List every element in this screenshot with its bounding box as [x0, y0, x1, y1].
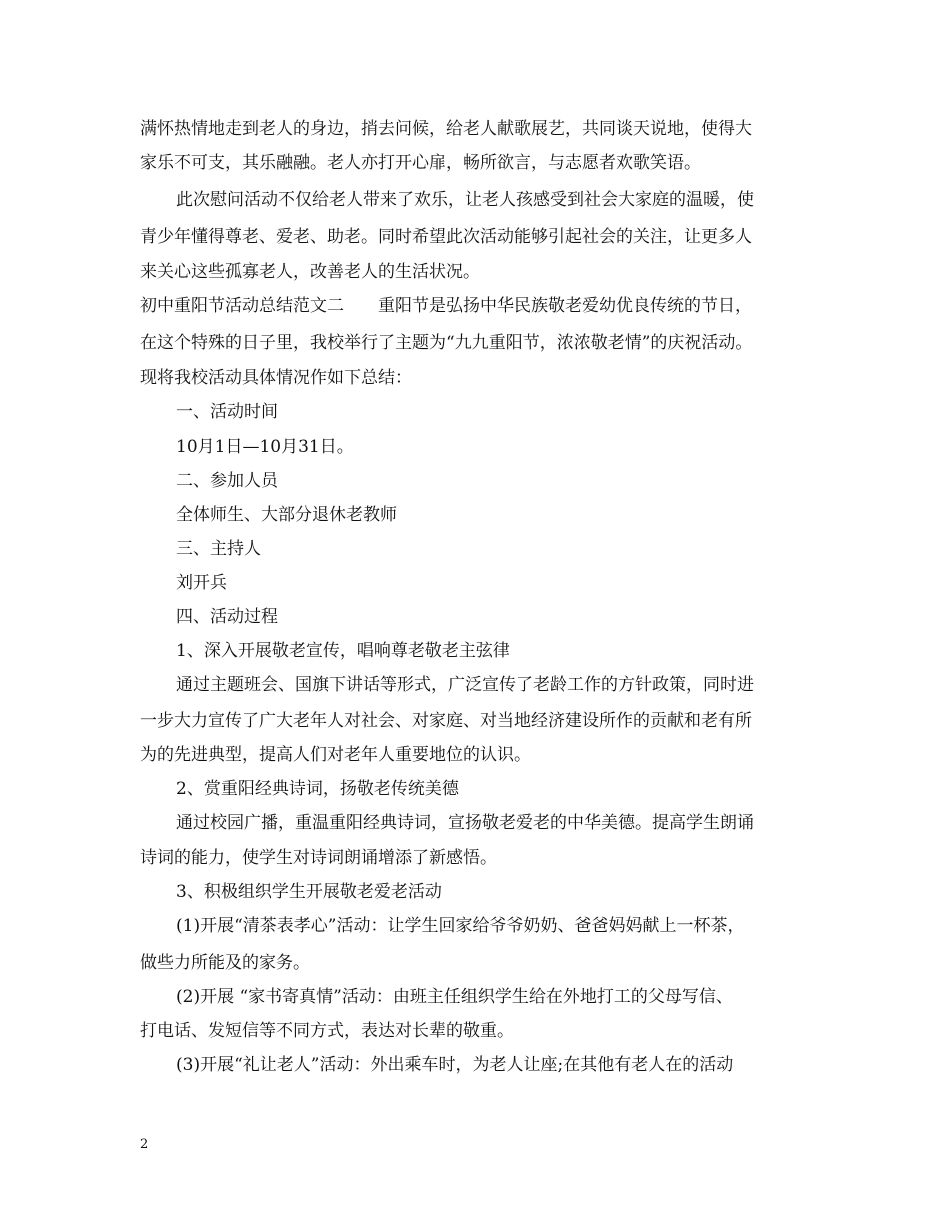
text-line: (1)开展“清茶表孝心”活动：让学生回家给爷爷奶奶、爸爸妈妈献上一杯茶，: [176, 916, 745, 936]
text-line: 现将我校活动具体情况作如下总结：: [140, 368, 412, 388]
text-line: 在这个特殊的日子里，我校举行了主题为“九九重阳节，浓浓敬老情”的庆祝活动。: [140, 333, 753, 353]
subheading: 3、积极组织学生开展敬老爱老活动: [176, 882, 442, 902]
text-line: (2)开展 “家书寄真情”活动：由班主任组织学生给在外地打工的父母写信、: [176, 987, 733, 1007]
text-line: 通过校园广播，重温重阳经典诗词，宣扬敬老爱老的中华美德。提高学生朗诵: [176, 813, 754, 833]
text-line: 刘开兵: [176, 573, 227, 593]
section-heading: 初中重阳节活动总结范文二 重阳节是弘扬中华民族敬老爱幼优良传统的节日，: [140, 296, 752, 316]
text-line: 10月1日—10月31日。: [176, 437, 354, 457]
subheading: 四、活动过程: [176, 607, 278, 627]
text-line: 此次慰问活动不仅给老人带来了欢乐，让老人孩感受到社会大家庭的温暖，使: [176, 190, 754, 210]
subheading: 二、参加人员: [176, 471, 278, 491]
text-line: 一步大力宣传了广大老年人对社会、对家庭、对当地经济建设所作的贡献和老有所: [140, 711, 752, 731]
text-line: 为的先进典型，提高人们对老年人重要地位的认识。: [140, 745, 531, 765]
text-line: 来关心这些孤寡老人，改善老人的生活状况。: [140, 262, 480, 282]
text-line: 全体师生、大部分退休老教师: [176, 505, 397, 525]
text-line: 通过主题班会、国旗下讲话等形式，广泛宣传了老龄工作的方针政策，同时进: [176, 675, 754, 695]
subheading: 一、活动时间: [176, 402, 278, 422]
text-line: 做些力所能及的家务。: [140, 953, 310, 973]
page-number: 2: [140, 1137, 149, 1152]
text-line: 满怀热情地走到老人的身边，捎去问候，给老人献歌展艺，共同谈天说地，使得大: [140, 119, 752, 139]
subheading: 三、主持人: [176, 539, 261, 559]
text-line: (3)开展“礼让老人”活动：外出乘车时，为老人让座;在其他有老人在的活动: [176, 1055, 734, 1075]
text-line: 诗词的能力，使学生对诗词朗诵增添了新感悟。: [140, 848, 497, 868]
subheading: 1、深入开展敬老宣传，唱响尊老敬老主弦律: [176, 641, 510, 661]
text-line: 青少年懂得尊老、爱老、助老。同时希望此次活动能够引起社会的关注，让更多人: [140, 227, 752, 247]
text-line: 打电话、发短信等不同方式，表达对长辈的敬重。: [140, 1021, 514, 1041]
subheading: 2、赏重阳经典诗词，扬敬老传统美德: [176, 779, 459, 799]
text-line: 家乐不可支，其乐融融。老人亦打开心扉，畅所欲言，与志愿者欢歌笑语。: [140, 153, 701, 173]
